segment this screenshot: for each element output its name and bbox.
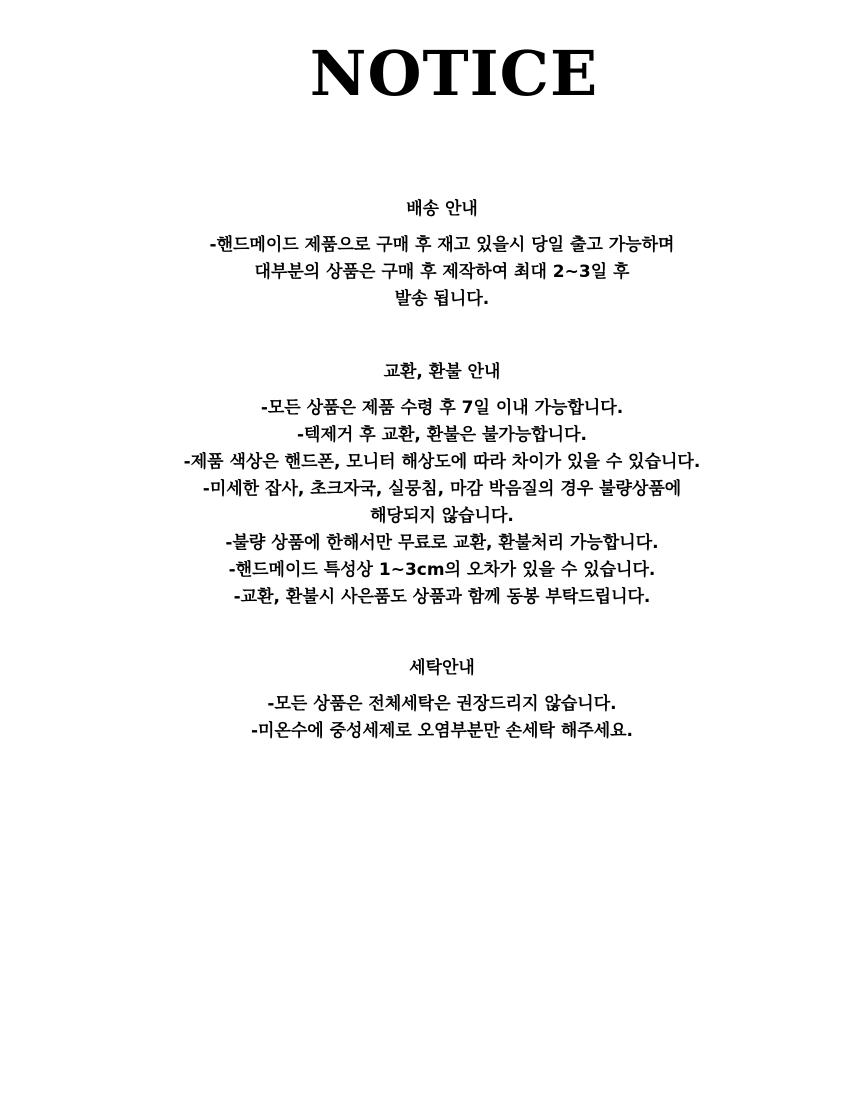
exchange-refund-line: -텍제거 후 교환, 환불은 불가능합니다.: [297, 425, 587, 445]
exchange-refund-line: -핸드메이드 특성상 1~3cm의 오차가 있을 수 있습니다.: [228, 560, 656, 580]
exchange-refund-line: -교환, 환불시 사은품도 상품과 함께 동봉 부탁드립니다.: [233, 587, 651, 607]
washing-lines: [0, 691, 860, 745]
shipping-heading: 배송 안내: [406, 199, 478, 219]
exchange-refund-line: -불량 상품에 한해서만 무료로 교환, 환불처리 가능합니다.: [225, 533, 659, 553]
shipping-line: 대부분의 상품은 구매 후 제작하여 최대 2~3일 후: [254, 262, 630, 282]
exchange-refund-lines: [0, 395, 860, 611]
exchange-refund-section: [0, 361, 860, 611]
exchange-refund-line: -모든 상품은 제품 수령 후 7일 이내 가능합니다.: [260, 398, 624, 418]
exchange-refund-line: 해당되지 않습니다.: [370, 506, 514, 526]
shipping-line: 발송 됩니다.: [394, 289, 490, 309]
washing-line: -모든 상품은 전체세탁은 권장드리지 않습니다.: [267, 694, 617, 714]
shipping-line: -핸드메이드 제품으로 구매 후 재고 있을시 당일 출고 가능하며: [209, 235, 675, 255]
washing-section: [0, 657, 860, 745]
washing-heading: 세탁안내: [409, 658, 475, 678]
washing-line: -미온수에 중성세제로 오염부분만 손세탁 해주세요.: [250, 721, 634, 741]
exchange-refund-line: -제품 색상은 핸드폰, 모니터 해상도에 따라 차이가 있을 수 있습니다.: [183, 452, 701, 472]
page-title: NOTICE: [309, 37, 599, 110]
shipping-lines: [0, 232, 860, 313]
exchange-refund-heading: 교환, 환불 안내: [383, 362, 501, 382]
shipping-section: [0, 198, 860, 313]
exchange-refund-line: -미세한 잡사, 초크자국, 실뭉침, 마감 박음질의 경우 불량상품에: [202, 479, 682, 499]
